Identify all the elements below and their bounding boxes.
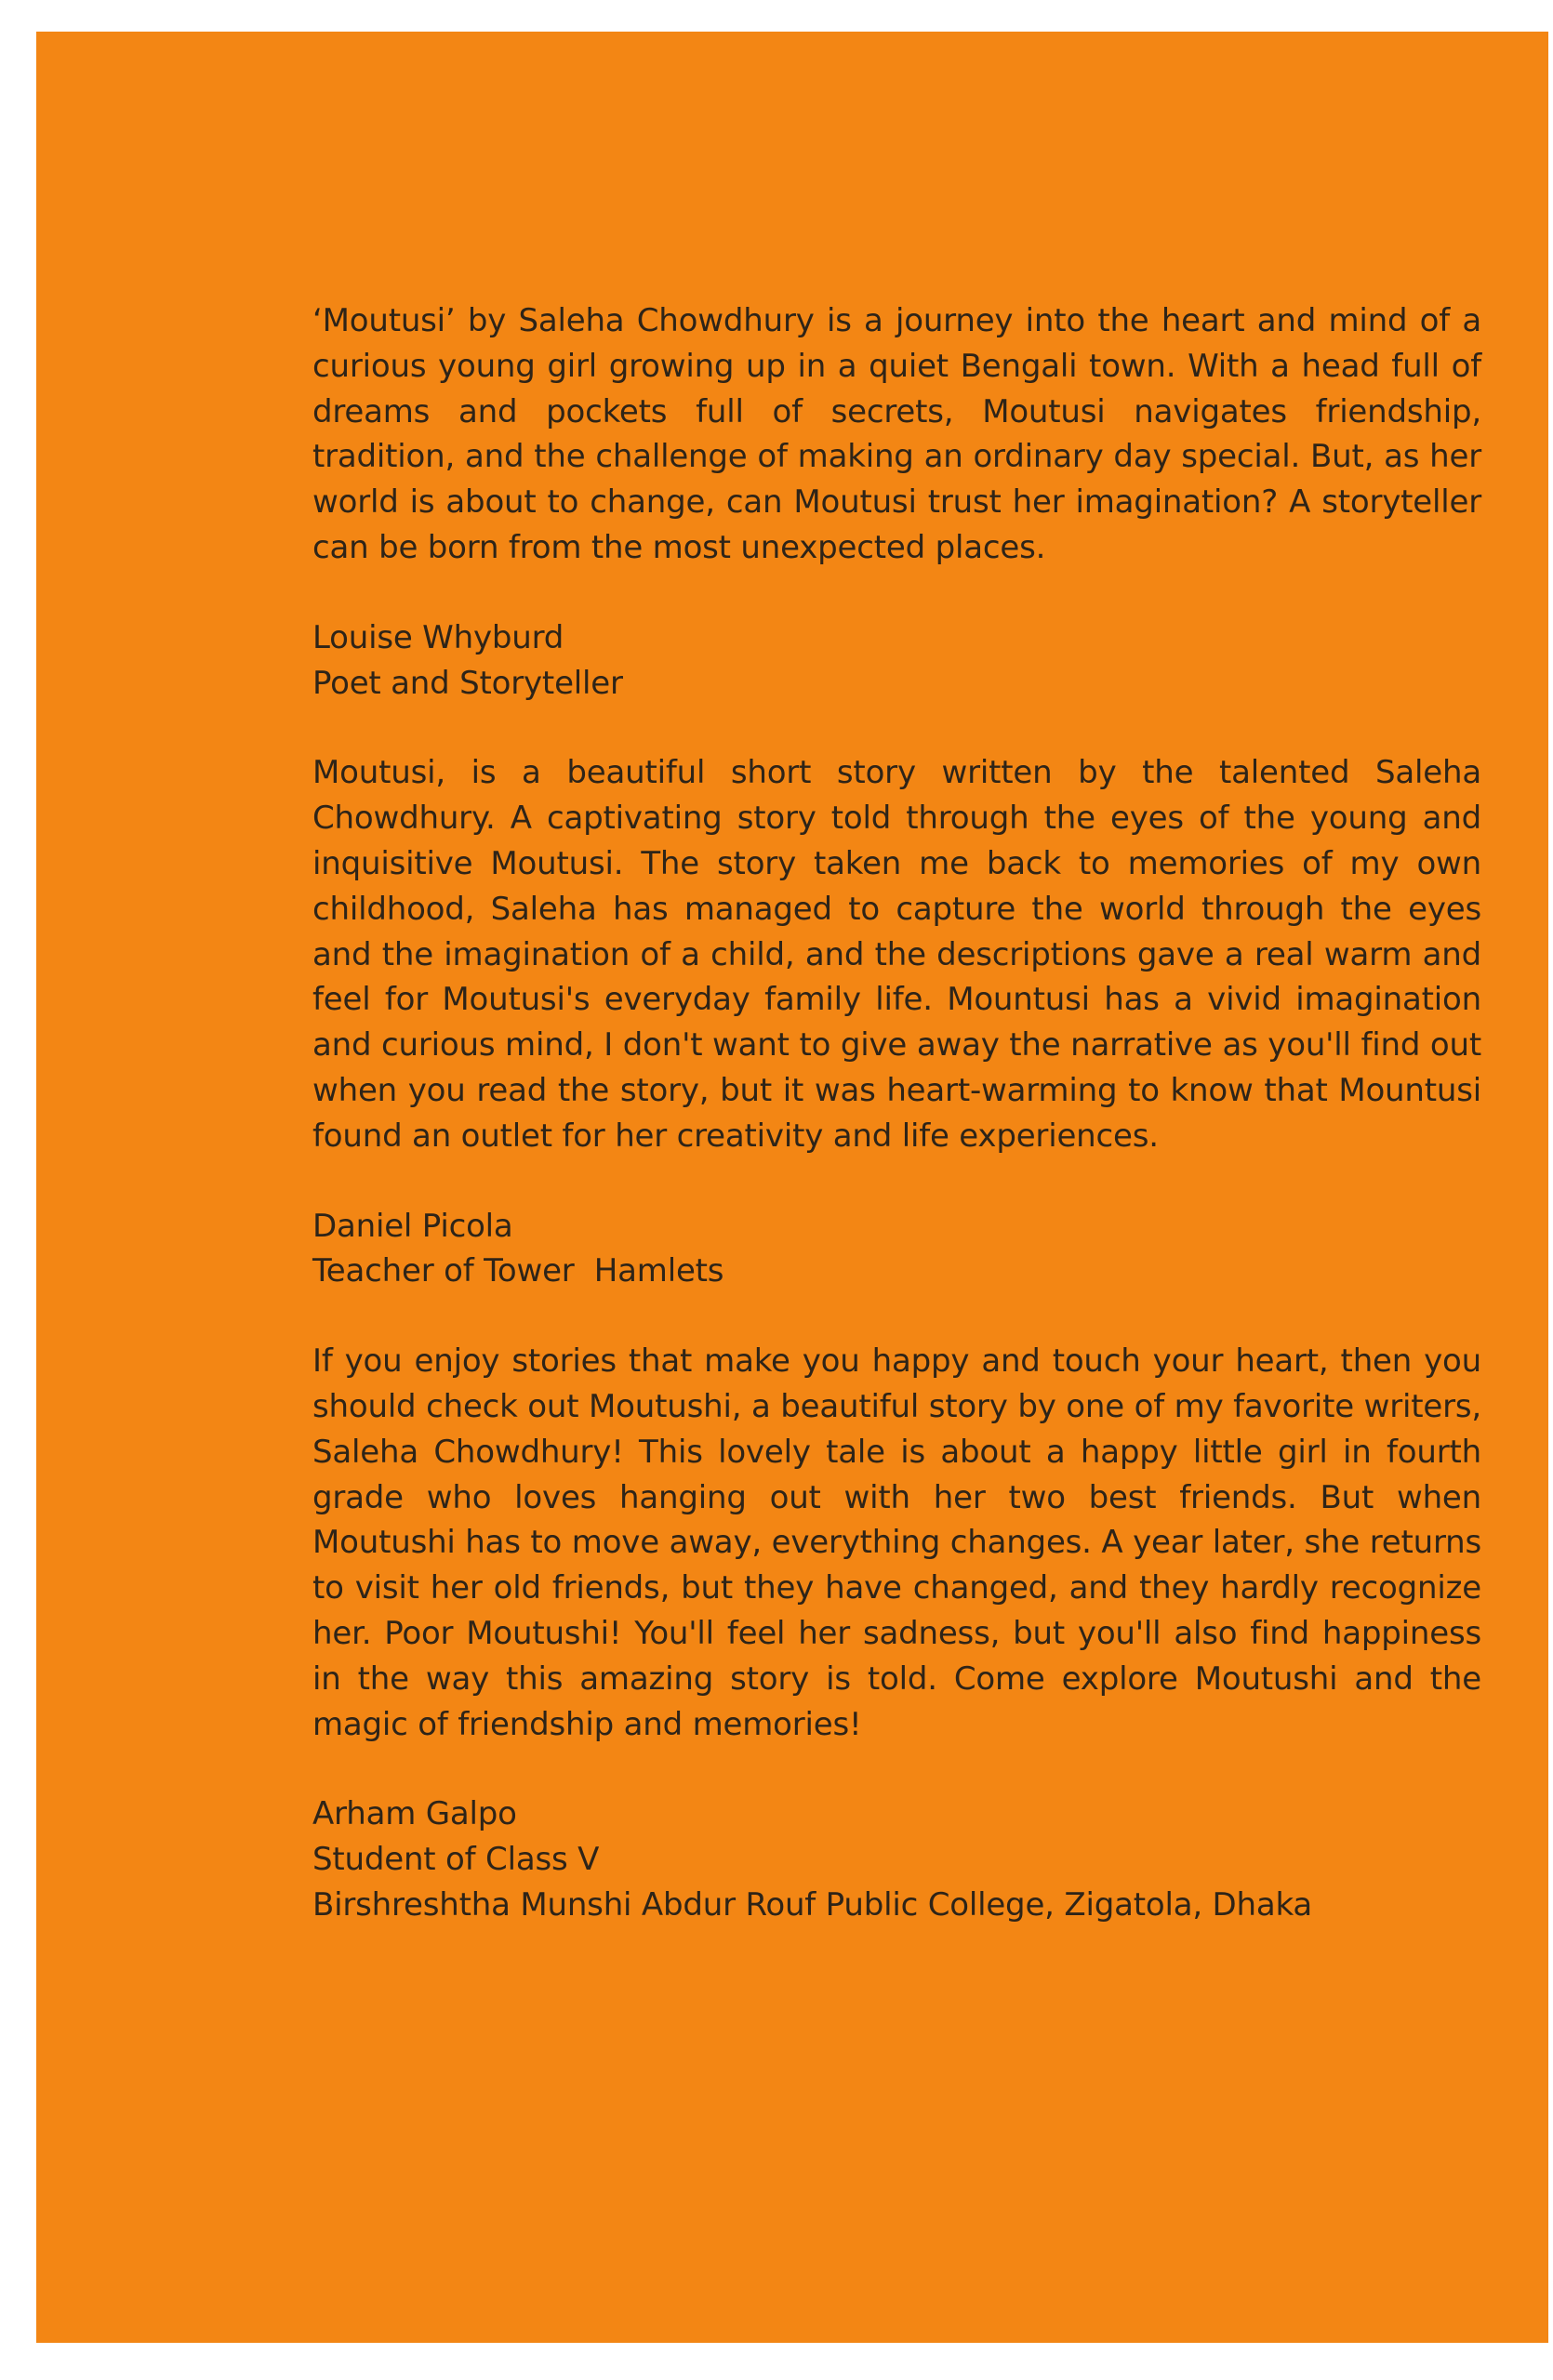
reviewer-title-1: Poet and Storyteller [312, 664, 623, 702]
reviewer-affiliation-3: Birshreshtha Munshi Abdur Rouf Public College, Zigatola, Dhaka [312, 1885, 1313, 1924]
review-text-2: Moutusi, is a beautiful short story written by the talented Saleha Chowdhury. A captivating story told through the eyes of the young and inquisitive Moutusi. The story taken me back to memories of my own childhood, Saleha has managed to capture the world through the eyes and the imagination of a child, and the descriptions gave a real warm and feel for Moutusi's everyday family life. Mountusi has a vivid imagination and curious mind, I don't want to give away the narrative as you'll find out when you read the story, but it was heart-warming to know that Mountusi found an outlet for her creativity and life experiences. [312, 754, 1481, 1155]
reviewer-name-3: Arham Galpo [312, 1795, 517, 1833]
reviewer-name-2: Daniel Picola [312, 1207, 513, 1245]
review-attribution-3 [312, 1792, 1481, 1927]
review-text-3: If you enjoy stories that make you happy and touch your heart, then you should check out Moutushi, a beautiful story by one of my favorite writers, Saleha Chowdhury! This lovely tale is about a happy little girl in fourth grade who loves hanging out with her two best friends. But when Moutushi has to move away, everything changes. A year later, she returns to visit her old friends, but they have changed, and they hardly recognize her. Poor Moutushi! You'll feel her sadness, but you'll also find happiness in the way this amazing story is told. Come explore Moutushi and the magic of friendship and memories! [312, 1342, 1481, 1743]
reviewer-name-1: Louise Whyburd [312, 618, 564, 656]
review-attribution-1 [312, 615, 1481, 707]
back-cover [36, 32, 1548, 2343]
review-attribution-2 [312, 1204, 1481, 1295]
review-text-1: ‘Moutusi’ by Saleha Chowdhury is a journey into the heart and mind of a curious young girl growing up in a quiet Bengali town. With a head full of dreams and pockets full of secrets, Moutusi navigates friendship, tradition, and the challenge of making an ordinary day special. But, as her world is about to change, can Moutusi trust her imagination? A storyteller can be born from the most unexpected places. [312, 302, 1481, 566]
reviewer-title-3: Student of Class V [312, 1841, 600, 1879]
reviewer-title-2: Teacher of Tower Hamlets [312, 1252, 724, 1290]
reviews-section [312, 298, 1481, 1973]
